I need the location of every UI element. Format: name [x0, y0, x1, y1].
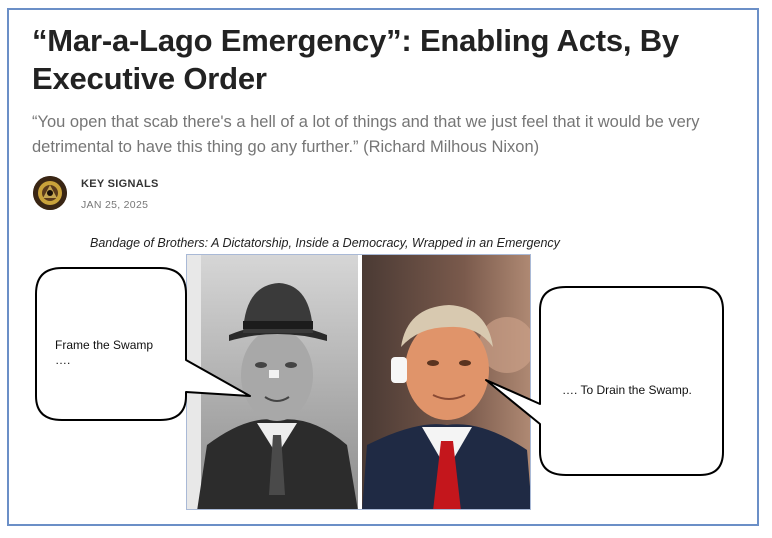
- post-title[interactable]: “Mar-a-Lago Emergency”: Enabling Acts, By Executive Order: [32, 23, 679, 96]
- left-bubble-ellipsis: ….: [55, 353, 71, 367]
- left-bubble-text: Frame the Swamp: [55, 338, 154, 352]
- right-bubble-text: …. To Drain the Swamp.: [562, 383, 692, 397]
- right-speech-bubble: [486, 287, 723, 475]
- post-date: JAN 25, 2025: [81, 199, 149, 211]
- post-subtitle: “You open that scab there's a hell of a lot of things and that we just feel that it would be very detrimental to have this thing go any further.” (Richard Milhous Nixon): [32, 113, 700, 156]
- image-caption: Bandage of Brothers: A Dictatorship, Inside a Democracy, Wrapped in an Emergency: [90, 236, 560, 250]
- author-name[interactable]: KEY SIGNALS: [81, 178, 159, 190]
